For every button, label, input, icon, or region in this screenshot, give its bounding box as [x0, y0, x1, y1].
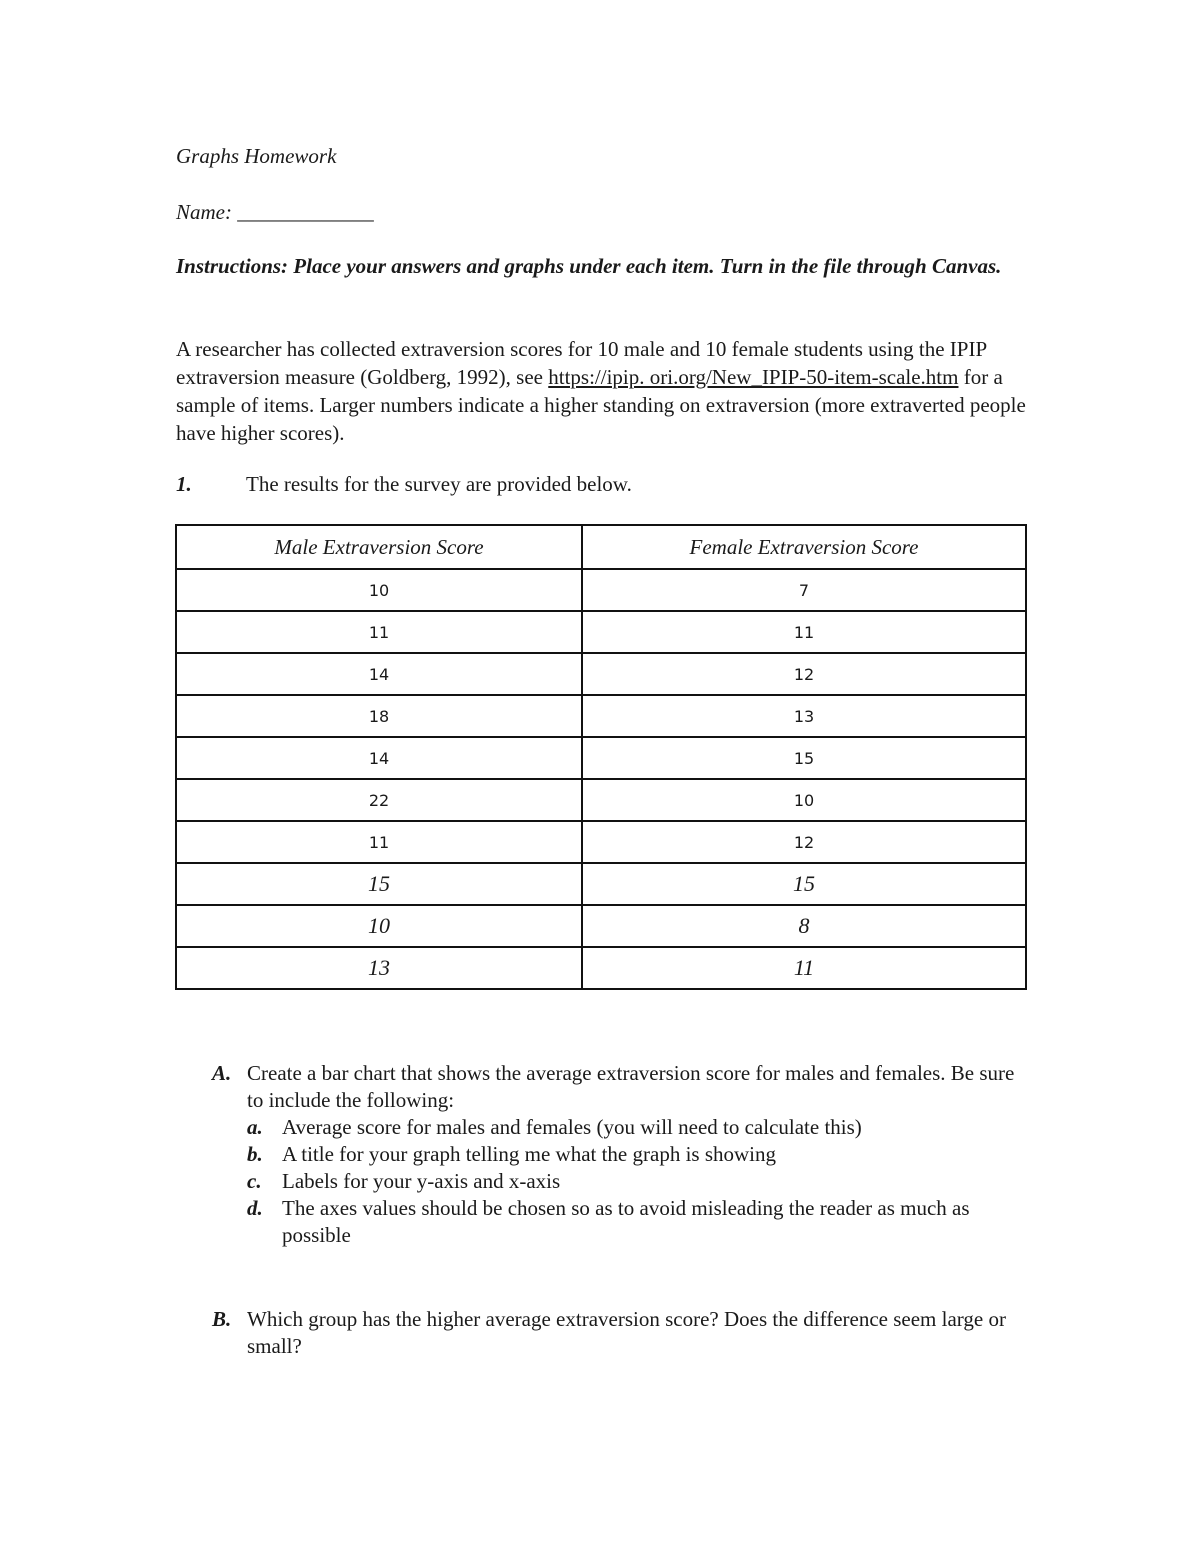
item-label: c.	[247, 1169, 262, 1193]
scores-table	[175, 524, 1027, 990]
intro-text-before-link: A researcher has collected extraversion scores for 10 male and 10 female students using the IPIP extraversion measure (Goldberg, 1992), see	[176, 337, 987, 389]
table-row	[176, 695, 1026, 737]
question-b-letter: B.	[212, 1307, 232, 1331]
male-score-cell: 18	[176, 695, 582, 737]
question-b	[212, 1306, 1032, 1360]
table-row	[176, 569, 1026, 611]
ipip-link[interactable]: https://ipip. ori.org/New_IPIP-50-item-scale.htm	[548, 365, 959, 389]
table-row	[176, 863, 1026, 905]
male-score-cell: 22	[176, 779, 582, 821]
female-score-cell: 12	[582, 653, 1026, 695]
male-score-cell: 11	[176, 821, 582, 863]
table-row	[176, 611, 1026, 653]
question-1-number: 1.	[176, 472, 192, 496]
table-row	[176, 779, 1026, 821]
question-a	[212, 1060, 1032, 1249]
male-score-cell: 14	[176, 653, 582, 695]
question-a-item	[212, 1141, 1032, 1168]
intro-text-after-link: for a sample of items. Larger numbers indicate a higher standing on extraversion (more extraverted people have higher scores).	[176, 365, 1026, 445]
question-b-text: Which group has the higher average extraversion score? Does the difference seem large or small?	[247, 1307, 1006, 1358]
female-score-cell: 13	[582, 695, 1026, 737]
item-label: a.	[247, 1115, 263, 1139]
table-row	[176, 737, 1026, 779]
female-score-cell: 15	[582, 737, 1026, 779]
question-a-letter: A.	[212, 1061, 232, 1085]
female-score-cell: 7	[582, 569, 1026, 611]
item-text: Labels for your y-axis and x-axis	[282, 1169, 561, 1193]
item-text: Average score for males and females (you will need to calculate this)	[282, 1115, 862, 1139]
item-text: The axes values should be chosen so as to avoid misleading the reader as much as possible	[282, 1196, 970, 1247]
table-row	[176, 821, 1026, 863]
intro-paragraph	[176, 335, 1026, 447]
female-score-cell: 15	[582, 863, 1026, 905]
male-score-cell: 14	[176, 737, 582, 779]
name-field-label: Name: _____________	[176, 200, 374, 224]
female-score-cell: 12	[582, 821, 1026, 863]
male-score-cell: 10	[176, 905, 582, 947]
table-row	[176, 905, 1026, 947]
female-score-cell: 10	[582, 779, 1026, 821]
item-label: d.	[247, 1196, 263, 1220]
question-a-item	[212, 1168, 1032, 1195]
female-score-header: Female Extraversion Score	[582, 525, 1026, 569]
item-label: b.	[247, 1142, 263, 1166]
male-score-header: Male Extraversion Score	[176, 525, 582, 569]
female-score-cell: 11	[582, 611, 1026, 653]
document-title: Graphs Homework	[176, 144, 337, 168]
male-score-cell: 15	[176, 863, 582, 905]
question-1-text: The results for the survey are provided below.	[246, 472, 632, 496]
question-a-item	[212, 1114, 1032, 1141]
table-header-row	[176, 525, 1026, 569]
table-row	[176, 653, 1026, 695]
table-row	[176, 947, 1026, 989]
male-score-cell: 13	[176, 947, 582, 989]
item-text: A title for your graph telling me what the graph is showing	[282, 1142, 776, 1166]
question-a-item	[212, 1195, 1032, 1249]
female-score-cell: 8	[582, 905, 1026, 947]
question-a-text: Create a bar chart that shows the average extraversion score for males and females. Be sure to include the following:	[247, 1061, 1015, 1112]
male-score-cell: 10	[176, 569, 582, 611]
male-score-cell: 11	[176, 611, 582, 653]
instructions-text: Instructions: Place your answers and graphs under each item. Turn in the file through Canvas.	[176, 254, 1002, 278]
female-score-cell: 11	[582, 947, 1026, 989]
